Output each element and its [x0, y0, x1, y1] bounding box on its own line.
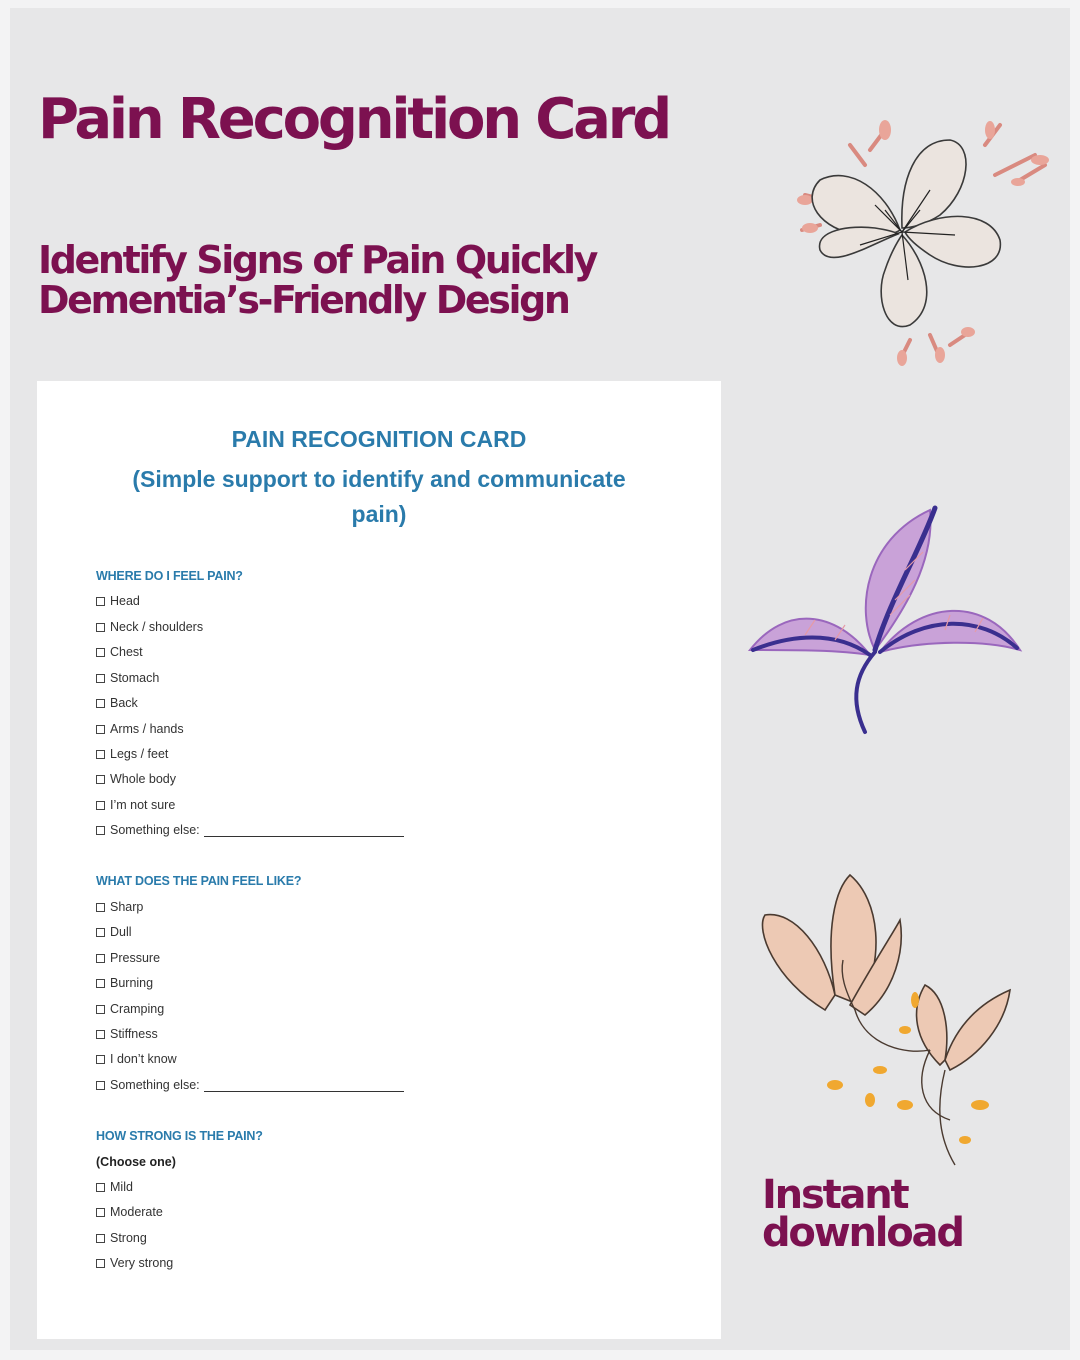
- checkbox-icon[interactable]: [96, 648, 105, 657]
- checkbox-icon[interactable]: [96, 1005, 105, 1014]
- checkbox-icon[interactable]: [96, 597, 105, 606]
- checkbox-icon[interactable]: [96, 1234, 105, 1243]
- checkbox-icon[interactable]: [96, 725, 105, 734]
- option-back[interactable]: Back: [96, 695, 138, 711]
- section-heading-strength: HOW STRONG IS THE PAIN?: [96, 1129, 263, 1143]
- checkbox-icon[interactable]: [96, 750, 105, 759]
- instant-line-1: Instant: [762, 1172, 908, 1218]
- checkbox-icon[interactable]: [96, 801, 105, 810]
- option-whole-body[interactable]: Whole body: [96, 771, 176, 787]
- option-cramping[interactable]: Cramping: [96, 1001, 164, 1017]
- instant-download-label: [762, 1172, 963, 1256]
- checkbox-icon[interactable]: [96, 623, 105, 632]
- option-sharp[interactable]: Sharp: [96, 899, 143, 915]
- option-moderate[interactable]: Moderate: [96, 1204, 163, 1220]
- checkbox-icon[interactable]: [96, 928, 105, 937]
- option-dull[interactable]: Dull: [96, 924, 132, 940]
- checkbox-icon[interactable]: [96, 1055, 105, 1064]
- choose-one-note: (Choose one): [96, 1155, 176, 1169]
- checkbox-icon[interactable]: [96, 699, 105, 708]
- section-heading-where: WHERE DO I FEEL PAIN?: [96, 569, 243, 583]
- option-chest[interactable]: Chest: [96, 644, 143, 660]
- option-very-strong[interactable]: Very strong: [96, 1255, 173, 1271]
- card-subtitle-line-2: pain): [351, 501, 407, 527]
- write-in-line[interactable]: [204, 824, 404, 837]
- subtitle-line-1: Identify Signs of Pain Quickly: [38, 238, 597, 282]
- page-subtitle: [38, 240, 596, 320]
- option-neck-shoulders[interactable]: Neck / shoulders: [96, 619, 203, 635]
- option-something-else-feel[interactable]: Something else:: [96, 1077, 404, 1093]
- card-subtitle-line-1: (Simple support to identify and communicate: [132, 466, 626, 492]
- option-strong[interactable]: Strong: [96, 1230, 147, 1246]
- checkbox-icon[interactable]: [96, 1081, 105, 1090]
- option-stiffness[interactable]: Stiffness: [96, 1026, 158, 1042]
- option-head[interactable]: Head: [96, 593, 140, 609]
- option-legs-feet[interactable]: Legs / feet: [96, 746, 168, 762]
- card-subtitle: [37, 462, 721, 532]
- write-in-line[interactable]: [204, 1079, 404, 1092]
- option-pressure[interactable]: Pressure: [96, 950, 160, 966]
- checkbox-icon[interactable]: [96, 826, 105, 835]
- option-dont-know[interactable]: I don’t know: [96, 1051, 177, 1067]
- instant-line-2: download: [762, 1210, 963, 1256]
- checkbox-icon[interactable]: [96, 775, 105, 784]
- option-mild[interactable]: Mild: [96, 1179, 133, 1195]
- option-burning[interactable]: Burning: [96, 975, 153, 991]
- page-title: Pain Recognition Card: [38, 87, 669, 152]
- option-not-sure[interactable]: I’m not sure: [96, 797, 175, 813]
- subtitle-line-2: Dementia’s-Friendly Design: [38, 278, 569, 322]
- checkbox-icon[interactable]: [96, 903, 105, 912]
- checkbox-icon[interactable]: [96, 1259, 105, 1268]
- option-stomach[interactable]: Stomach: [96, 670, 159, 686]
- section-heading-feel: WHAT DOES THE PAIN FEEL LIKE?: [96, 874, 302, 888]
- checkbox-icon[interactable]: [96, 674, 105, 683]
- leaf-sprig-icon: [745, 500, 1035, 740]
- checkbox-icon[interactable]: [96, 1208, 105, 1217]
- checkbox-icon[interactable]: [96, 954, 105, 963]
- checkbox-icon[interactable]: [96, 1030, 105, 1039]
- tulip-pair-icon: [755, 870, 1025, 1170]
- checkbox-icon[interactable]: [96, 979, 105, 988]
- card-title: PAIN RECOGNITION CARD: [231, 426, 527, 452]
- checkbox-icon[interactable]: [96, 1183, 105, 1192]
- option-something-else-location[interactable]: Something else:: [96, 822, 404, 838]
- option-arms-hands[interactable]: Arms / hands: [96, 721, 184, 737]
- flower-sketch-icon: [790, 110, 1060, 370]
